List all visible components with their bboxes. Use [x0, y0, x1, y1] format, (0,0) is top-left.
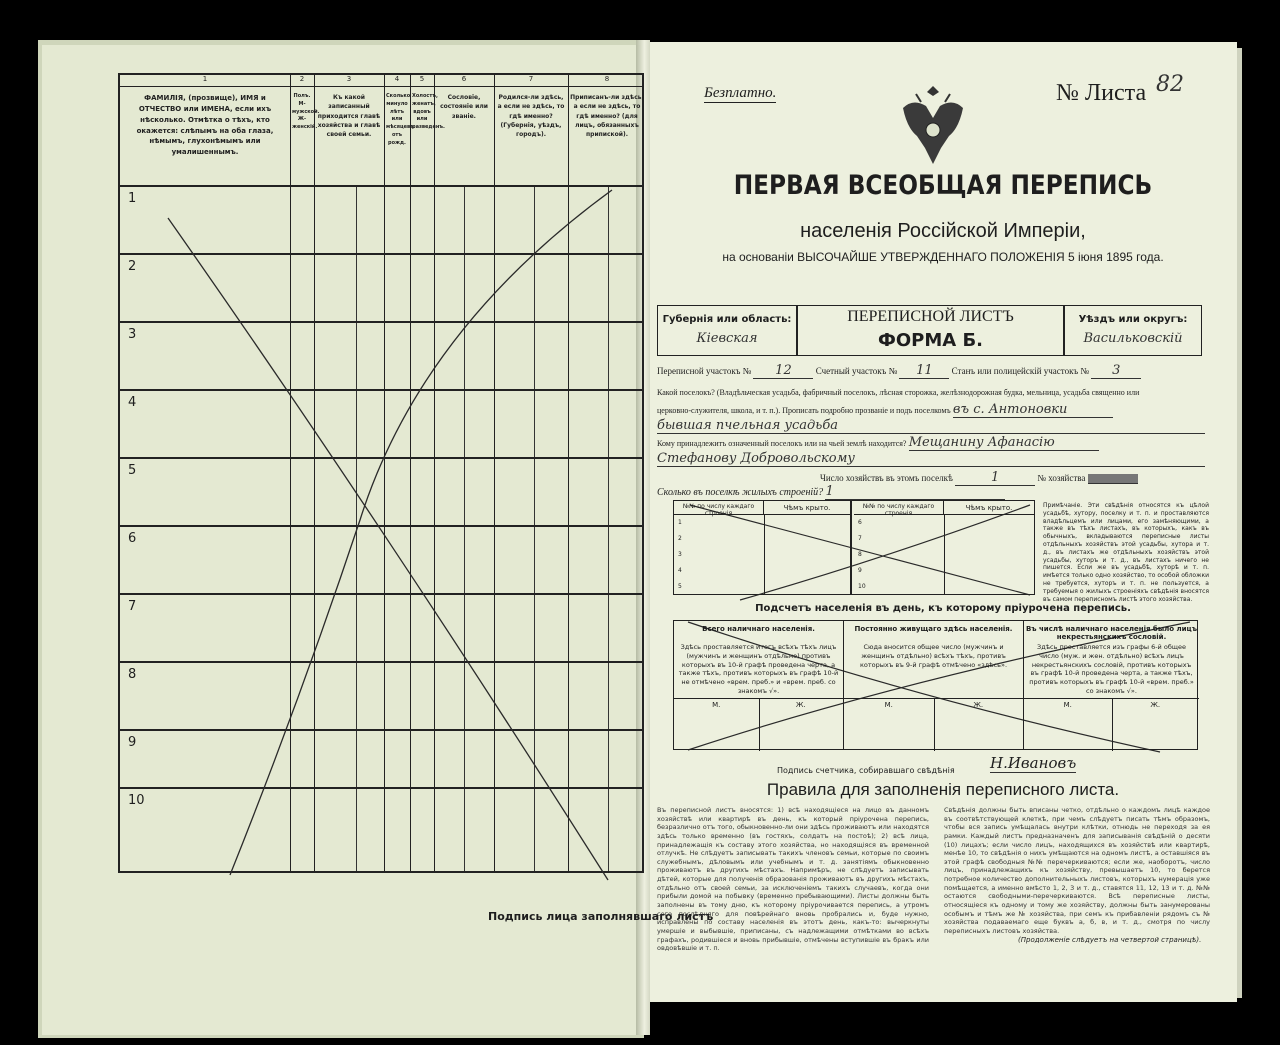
owner-line-2 — [657, 451, 1205, 467]
district-label: Уѣздъ или округъ: — [1078, 314, 1188, 325]
bld-row: 5 — [678, 583, 682, 590]
rules-title: Правила для заполненія переписного листа. — [766, 780, 1120, 799]
header-relation: Къ какой записанный приходится главѣ хозяйства и главѣ своей семьи. — [317, 94, 381, 139]
count-heading: Подсчетъ населенія въ день, къ которому пріурочена перепись. — [755, 603, 1131, 614]
col-number: 1 — [202, 75, 208, 83]
male-label: М. — [884, 701, 893, 709]
owner-line — [657, 435, 1099, 451]
row-number: 10 — [128, 793, 145, 808]
female-label: Ж. — [973, 701, 984, 709]
table-row — [120, 731, 642, 789]
header-name: ФАМИЛІЯ, (прозвище), ИМЯ и ОТЧЕСТВО или ИМЕНА, если ихъ нѣсколько. Отмѣтка о тѣхъ, кто окажется: слѣпымъ на оба глаза, нѣмымъ, глухонѣмымъ или умалишеннымъ. — [136, 94, 274, 157]
bld-divider — [764, 515, 765, 594]
province-label: Губернія или область: — [662, 314, 792, 325]
count-col-text: Здѣсь проставляется итогъ всѣхъ тѣхъ лицъ (мужчинъ и женщинъ отдѣльно) противъ которыхъ въ 10-й графѣ проведена черта, а также тѣхъ, противъ которыхъ въ графѣ 10-й не отмѣчено «врем. преб.» и «врем. преб. со знакомъ √». — [678, 643, 839, 695]
count-col-text: Сюда вносится общее число (мужчинъ и женщинъ отдѣльно) всѣхъ тѣхъ, противъ которыхъ въ 9-й графѣ отмѣчено «здѣсь». — [859, 643, 1008, 669]
form-title-box — [797, 305, 1064, 356]
column-number-row — [120, 75, 642, 87]
count-mf — [674, 698, 843, 751]
owner-label: Кому принадлежитъ означенный поселокъ или на чьей землѣ находится? — [657, 439, 907, 448]
page-subtitle: населенія Россійской Имперіи, — [800, 220, 1086, 242]
police-district-label: Станъ или полицейскій участокъ № — [951, 366, 1089, 376]
count-district-label: Счетный участокъ № — [815, 366, 898, 376]
settlement-line — [657, 402, 1113, 418]
bld-head-num: №№ по числу каждаго строенія — [674, 501, 764, 515]
table-row — [120, 323, 642, 391]
row-number: 9 — [128, 735, 137, 750]
bld-row: 6 — [858, 519, 862, 526]
count-col-total — [674, 621, 844, 749]
row-number: 4 — [128, 395, 137, 410]
col-number: 6 — [461, 75, 467, 83]
header-sex: Полъ. М-мужской. Ж-женскій. — [292, 93, 320, 130]
population-count-table — [673, 620, 1198, 750]
count-col-nonpeasant — [1024, 621, 1199, 749]
male-label: М. — [1063, 701, 1072, 709]
bld-row: 8 — [858, 551, 862, 558]
bld-row: 3 — [678, 551, 682, 558]
enumerator-signature: Н.Ивановъ — [990, 754, 1077, 772]
table-row — [120, 527, 642, 595]
province-box — [657, 305, 797, 356]
buildings-table — [673, 500, 1035, 595]
settlement-hint: церковно-служителя, школа, и т. п.). Прописать подробно прозваніе и подъ поселкомъ — [657, 406, 951, 415]
continued-note: (Продолженіе слѣдуетъ на четвертой страницѣ). — [1018, 936, 1202, 944]
col-number: 8 — [604, 75, 610, 83]
left-signature-label: Подпись лица заполнявшаго листъ — [488, 910, 714, 923]
female-label: Ж. — [1150, 701, 1161, 709]
district-box — [1064, 305, 1202, 356]
households-value: 1 — [955, 470, 1035, 486]
rules-column-right: Свѣдѣнія должны быть вписаны четко, отдѣльно о каждомъ лицѣ каждое въ соотвѣтствующей клеткѣ, при чемъ слѣдуетъ писать тѣмъ образомъ, чтобы вся запись умѣщалась внутри клѣтки, отнюдь не переходя за ея рамки. Каждый листъ предназначенъ для записыванія свѣдѣній о десяти (10) лицахъ; если число лицъ, находящихся въ хозяйствѣ или квартирѣ, менѣе 10, то свѣдѣнія о нихъ умѣщаются на одномъ листѣ, а оставшіяся въ этой графѣ свободныя №№ перечеркиваются; если же, наоборотъ, число лицъ, принадлежащихъ къ хозяйству, превышаетъ 10, то берется потребное количество дополнительныхъ листовъ, которыхъ нумерація уже помѣщается, а именно вмѣсто 1, 2, 3 и т. д., ставятся 11, 12, 13 и т. д. №№ остаются свободными-перечеркиваются. Всѣ переписные листы, относящіеся къ одному и тому же хозяйству, должны быть занумерованы особымъ и тѣмъ же № хозяйства, при семъ къ прибавленіи рядомъ съ № хозяйства подаваемаго еще буквъ а, б, в, и т. д., смотря по числу переписныхъ листовъ хозяйства. — [944, 806, 1210, 935]
bld-row: 1 — [678, 519, 682, 526]
table-row — [120, 663, 642, 731]
count-mf — [844, 698, 1023, 751]
police-district-value: 3 — [1091, 363, 1141, 379]
buildings-left-half — [674, 501, 852, 594]
buildings-note: Примѣчаніе. Эти свѣдѣнія относятся къ цѣлой усадьбѣ, хутору, поселку и т. п. и проставляются владѣльцемъ или лицами, его замѣняющими, а также въ тѣхъ листахъ, въ которыхъ, какъ въ обычныхъ, вкладываются переписные листы отдѣльныхъ хозяйствъ этой усадьбы, хутора и т. д., въ листахъ же отдѣльныхъ хозяйствъ этой усадьбы, хуторъ и т. д., въ листахъ ничего не пишется. Если же въ усадьбѣ, хуторѣ и т. п. имѣется только одно хозяйство, то особой обложки не требуется, хуторъ и т. п. не пользуется, а требуемыя о жилыхъ строеніяхъ свѣдѣнія вносятся въ самом переписномъ листѣ этого хозяйства. — [1043, 502, 1209, 603]
settlement-value: въ с. Антоновки — [953, 402, 1113, 418]
female-label: Ж. — [795, 701, 806, 709]
count-col-title: Всего наличнаго населенія. — [702, 625, 815, 633]
household-no-redacted — [1088, 474, 1138, 484]
col-number: 2 — [299, 75, 305, 83]
form-title: ПЕРЕПИСНОЙ ЛИСТЪ — [847, 308, 1014, 325]
bld-row: 7 — [858, 535, 862, 542]
page-subtitle-2: на основаніи ВЫСОЧАЙШЕ УТВЕРЖДЕННАГО ПОЛОЖЕНІЯ 5 іюня 1895 года. — [722, 250, 1164, 264]
row-number: 7 — [128, 599, 137, 614]
header-estate: Сословіе, состояніе или званіе. — [440, 94, 488, 120]
col-number: 7 — [528, 75, 534, 83]
col-number: 5 — [419, 75, 425, 83]
form-header-box — [657, 305, 1202, 356]
settlement-line-2 — [657, 418, 1205, 434]
row-number: 1 — [128, 191, 137, 206]
count-district-value: 11 — [899, 363, 949, 379]
row-number: 2 — [128, 259, 137, 274]
census-district-value: 12 — [753, 363, 813, 379]
header-birthplace: Родился-ли здѣсь, а если не здѣсь, то гдѣ именно? (Губернія, уѣздъ, городъ). — [497, 94, 565, 139]
header-marital: Холостъ, женатъ, вдовъ или разведенъ. — [412, 93, 445, 130]
count-col-text: Здѣсь проставляется изъ графы 6-й общее число (муж. и жен. отдѣльно) всѣхъ лицъ некрестьянскихъ сословій, противъ которыхъ въ графѣ 10-й проведена черта, а также тѣхъ, противъ которыхъ въ графѣ 10-й «врем. преб.» со знакомъ √». — [1029, 643, 1194, 695]
header-registered: Приписанъ-ли здѣсь, а если не здѣсь, то гдѣ именно? (для лицъ, обязанныхъ припиской). — [570, 94, 644, 139]
bld-row: 10 — [858, 583, 866, 590]
bld-row: 4 — [678, 567, 682, 574]
table-row — [120, 459, 642, 527]
sheet-number-label: № Листа — [1056, 80, 1147, 106]
table-row — [120, 187, 642, 255]
table-row — [120, 391, 642, 459]
district-value: Васильковскій — [1083, 331, 1183, 346]
sheet-number-value: 82 — [1156, 72, 1184, 97]
enumerator-signature-label: Подпись счетчика, собиравшаго свѣдѣнія — [777, 766, 955, 775]
count-mf — [1024, 698, 1199, 751]
bld-divider — [944, 515, 945, 594]
bld-head-roof: Чѣмъ крыто. — [764, 501, 850, 515]
table-row — [120, 595, 642, 663]
row-number: 6 — [128, 531, 137, 546]
free-label: Безплатно. — [704, 85, 777, 101]
form-name: ФОРМА Б. — [877, 330, 983, 351]
row-number: 8 — [128, 667, 137, 682]
male-label: М. — [712, 701, 721, 709]
row-number: 5 — [128, 463, 137, 478]
page-title: ПЕРВАЯ ВСЕОБЩАЯ ПЕРЕПИСЬ — [733, 170, 1153, 201]
table-header — [120, 87, 642, 187]
owner-value-2: Стефанову Добровольскому — [657, 451, 1205, 467]
census-district-line — [657, 363, 1141, 379]
header-age: Сколько минуло лѣтъ или мѣсяцевъ отъ рожд. — [386, 93, 414, 146]
rules-column-left: Въ переписной листъ вносятся: 1) всѣ находящіеся на лицо въ данномъ хозяйствѣ или квартирѣ въ день, къ который пріурочена перепись, безразлично отъ того, обыкновенно-ли они здѣсь проживаютъ или находятся здѣсь только временно (въ гостяхъ, солдатъ на постоѣ); 2) всѣ лица, принадлежащія къ составу этого хозяйства, но находящіяся въ временной отлучкѣ. Не слѣдуетъ записывать такихъ членовъ семьи, которые по своимъ служебнымъ, дѣловымъ или учебнымъ и т. д. занятіямъ обыкновенно проживаютъ въ другихъ мѣстахъ. Напримѣръ, не слѣдуетъ записывать дѣтей, которые для полученія образованія проживаютъ въ другихъ мѣстахъ, отдѣльно отъ своей семьи, за исключеніемъ такихъ случаевъ, когда они прибыли домой на побывку (временно пребывающими). Листы должны быть заполнены въ тому дню, къ которому пріурочивается перепись, а утромъ сего послѣдняго для повѣрейнаго вновь пробрались и, буде нужно, исправлены по составу населенія въ этотъ день, какъ-то: вычеркнуты умершіе и выбывшіе, приписаны, съ надлежащими отмѣтками во всѣхъ графахъ, родившіеся и вновь прибывшіе, отмѣчены вступившіе въ бракъ или овдовѣвшіе и т. п. — [657, 806, 929, 953]
bld-row: 9 — [858, 567, 862, 574]
households-label: Число хозяйствъ въ этомъ поселкѣ — [820, 473, 953, 483]
person-table — [118, 73, 644, 873]
census-district-label: Переписной участокъ № — [657, 366, 752, 376]
imperial-eagle-emblem — [893, 78, 973, 168]
count-col-title: Постоянно живущаго здѣсь населенія. — [854, 625, 1013, 633]
col-number: 4 — [394, 75, 400, 83]
settlement-value-2: бывшая пчельная усадьба — [657, 418, 1205, 434]
bld-head-roof: Чѣмъ крыто. — [944, 501, 1034, 515]
bld-head-num: №№ по числу каждаго строенія — [854, 501, 944, 515]
count-col-permanent — [844, 621, 1024, 749]
owner-value: Мещанину Афанасію — [909, 435, 1099, 451]
buildings-label: Сколько въ поселкѣ жилыхъ строеній? — [657, 487, 824, 498]
table-row — [120, 255, 642, 323]
buildings-line — [657, 484, 1005, 500]
col-number: 3 — [346, 75, 352, 83]
buildings-right-half — [854, 501, 1034, 594]
household-no-label: № хозяйства — [1037, 473, 1086, 483]
row-number: 3 — [128, 327, 137, 342]
count-col-title: Въ числѣ наличнаго населенія было лицъ некрестьянскихъ сословій. — [1025, 625, 1198, 641]
bld-row: 2 — [678, 535, 682, 542]
buildings-value: 1 — [825, 484, 1005, 500]
province-value: Кіевская — [696, 331, 758, 346]
table-row — [120, 789, 642, 873]
settlement-question: Какой поселокъ? (Владѣльческая усадьба, фабричный поселокъ, лѣсная сторожка, желѣзнодорожная будка, мельница, усадьба священно или — [657, 388, 1140, 397]
